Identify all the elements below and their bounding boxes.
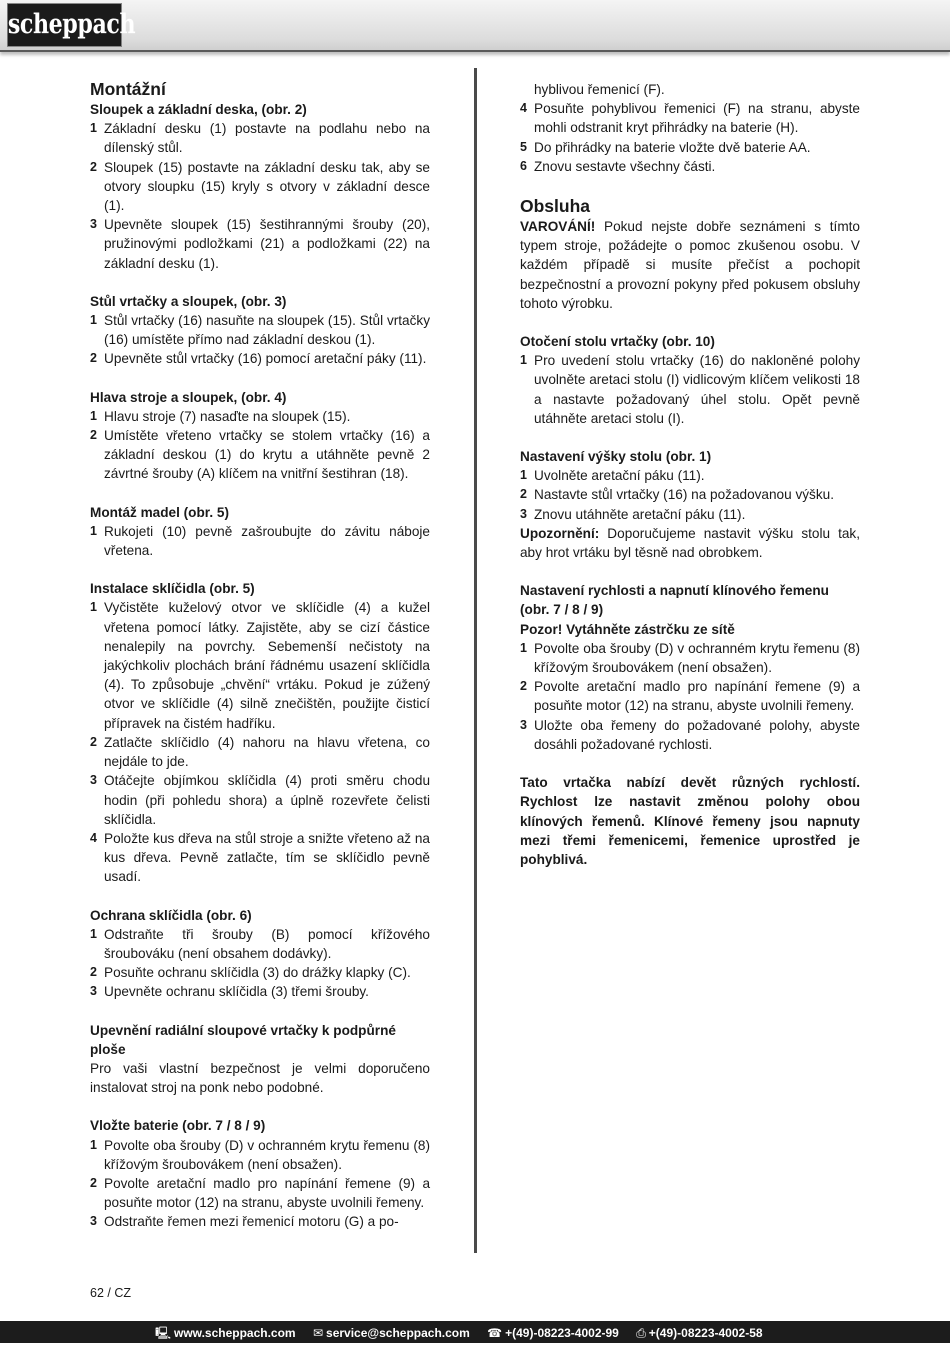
list-item: 1 Povolte oba šrouby (D) v ochranném krytu řemenu (8) křížovým šroubovákem (není obsažen). [90, 1137, 430, 1172]
left-column [90, 78, 430, 1251]
assembly-title: Montážní [90, 79, 166, 99]
section-operation [520, 195, 860, 313]
page-footer [0, 1321, 950, 1343]
section-speed [520, 581, 860, 754]
page-number: 62 / CZ [90, 1286, 131, 1300]
section-chuck-install [90, 579, 430, 886]
section-column-base [90, 100, 430, 273]
list-item: 1 Vyčistěte kuželový otvor ve sklíčidle (4) a kužel vřetena pomocí látky. Zajistěte, aby se cizí částice nenalepily na povrchy. Sebemenší nečistoty na jakýchkoliv plochách brání řádnému usazení sklíčidla (4). To způsobuje „chvění“ vrtáku. Pokud je zúžený otvor ve sklíčidle (4) silně znečištěn, použijte čisticí přípravek na čistém hadříku. [90, 600, 430, 731]
list-item: 1 Odstraňte tři šrouby (B) pomocí křížového šroubováku (není obsahem dodávky). [90, 926, 430, 961]
list-item: 1 Rukojeti (10) pevně zašroubujte do závitu náboje vřetena. [90, 523, 430, 559]
warning-label: VAROVÁNÍ! [520, 219, 596, 235]
section-title: Nastavení rychlosti a napnutí klínového řemenu (obr. 7 / 8 / 9) [520, 583, 829, 618]
fax-icon: ⎙ [636, 1326, 646, 1340]
list-item: 4 Položte kus dřeva na stůl stroje a snižte vřeteno až na kus dřeva. Pevně zatlačte, tím se sklíčidlo pevně usadí. [90, 830, 430, 885]
operation-title: Obsluha [520, 196, 591, 217]
phone-icon: ☎ [487, 1326, 503, 1340]
section-table-height [520, 447, 860, 562]
section-title: Stůl vrtačky a sloupek, (obr. 3) [90, 293, 287, 309]
footer-website[interactable]: 🖳︎ www.scheppach.com [155, 1326, 296, 1340]
column-divider [474, 68, 477, 1253]
list-item: 6 Znovu sestavte všechny části. [520, 158, 716, 174]
note-paragraph: Upozornění: Doporučujeme nastavit výšku stolu tak, aby hrot vrtáku byl těsně nad obrobkem. [520, 525, 860, 561]
list-item: 2 Zatlačte sklíčidlo (4) nahoru na hlavu vřetena, co nejdále to jde. [90, 734, 430, 770]
list-item: 3 Upevněte sloupek (15) šestihrannými šrouby (20), pružinovými podložkami (21) a podložkami (22) na základní desku (1). [90, 217, 430, 271]
list-item: 2 Povolte aretační madlo pro napínání řemene (9) a posuňte motor (12) na stranu, abyste uvolnili řemeny. [90, 1175, 430, 1211]
list-item: 5 Do přihrádky na baterie vložte dvě baterie AA. [520, 139, 811, 155]
list-item: 3 Odstraňte řemen mezi řemenicí motoru (G) a po- [90, 1214, 399, 1230]
page-header [0, 0, 950, 52]
list-item: 1 Pro uvedení stolu vrtačky (16) do nakloněné polohy uvolněte aretaci stolu (I) vidlicovým klíčem velikosti 18 a nastavte požadovaný úhel stolu. Opět pevně utáhněte aretaci stolu (I). [520, 353, 860, 426]
footer-email[interactable]: ✉ service@scheppach.com [312, 1326, 470, 1340]
list-item: 2 Sloupek (15) postavte na základní desku tak, aby se otvory sloupku (15) kryly s otvory v základní desce (1). [90, 159, 430, 214]
section-head-column [90, 388, 430, 484]
section-title: Ochrana sklíčidla (obr. 6) [90, 907, 252, 923]
section-title: Nastavení výšky stolu (obr. 1) [520, 449, 712, 465]
list-item: 3 Uložte oba řemeny do požadované polohy, abyste dosáhli požadované rychlosti. [520, 717, 860, 752]
note-label: Upozornění: [520, 525, 600, 541]
footer-fax: ⎙ +(49)-08223-4002-58 [636, 1326, 763, 1340]
list-item: 3 Znovu utáhněte aretační páku (11). [520, 506, 746, 522]
list-item: 1 Hlavu stroje (7) nasaďte na sloupek (15). [90, 408, 351, 424]
caution-text: Pozor! Vytáhněte zástrčku ze sítě [520, 621, 735, 637]
section-table-column [90, 292, 430, 369]
list-item: 1 Povolte oba šrouby (D) v ochranném krytu řemenu (8) křížovým šroubovákem (není obsažen). [520, 640, 860, 676]
list-item: 2 Posuňte ochranu sklíčidla (3) do drážky klapky (C). [90, 965, 411, 981]
section-mounting [90, 1021, 430, 1098]
list-item: 2 Povolte aretační madlo pro napínání řemene (9) a posuňte motor (12) na stranu, abyste uvolnili řemeny. [520, 679, 860, 714]
section-chuck-guard [90, 906, 430, 1002]
list-item: 2 Nastavte stůl vrtačky (16) na požadovanou výšku. [520, 487, 834, 503]
footer-phone: ☎ +(49)-08223-4002-99 [487, 1326, 619, 1340]
mail-icon: ✉ [312, 1326, 324, 1340]
section-table-rotation [520, 332, 860, 428]
list-item: 3 Otáčejte objímkou sklíčidla (4) proti směru chodu hodin (při pohledu shora) a úplně rozevřete čelisti sklíčidla. [90, 773, 430, 827]
section-title: Sloupek a základní deska, (obr. 2) [90, 102, 307, 117]
section-title: Montáž madel (obr. 5) [90, 504, 229, 520]
list-item: 2 Umístěte vřeteno vrtačky se stolem vrtačky (16) a základní deskou (1) do krytu a utáhněte pevně 2 závrtné šrouby (A) klíčem na vnitřní šestihran (18). [90, 428, 430, 482]
list-item: 4 Posuňte pohyblivou řemenici (F) na stranu, abyste mohli odstranit kryt přihrádky na baterie (H). [520, 101, 860, 136]
scheppach-logo: scheppach [7, 3, 122, 47]
monitor-icon: 🖳︎ [155, 1326, 172, 1340]
list-item: 1 Stůl vrtačky (16) nasuňte na sloupek (15). Stůl vrtačky (16) umístěte přímo nad základní deskou (1). [90, 313, 430, 348]
paragraph: Pro vaši vlastní bezpečnost je velmi doporučeno instalovat stroj na ponk nebo podobné. [90, 1060, 430, 1096]
continuation-text: hyblivou řemenicí (F). [534, 82, 665, 97]
section-title: Hlava stroje a sloupek, (obr. 4) [90, 389, 287, 405]
section-handles [90, 503, 430, 561]
list-item: 1 Základní desku (1) postavte na podlahu nebo na dílenský stůl. [90, 121, 430, 156]
section-title: Instalace sklíčidla (obr. 5) [90, 581, 255, 597]
list-item: 1 Uvolněte aretační páku (11). [520, 468, 705, 484]
speed-info-paragraph: Tato vrtačka nabízí devět různých rychlostí. Rychlost lze nastavit změnou polohy obou klínových řemenů. Klínové řemeny jsou napnuty mezi třemi řemenicemi, řemenice uprostřed je pohyblivá. [520, 775, 860, 867]
list-item: 2 Upevněte stůl vrtačky (16) pomocí aretační páky (11). [90, 351, 427, 367]
list-item: 3 Upevněte ochranu sklíčidla (3) třemi šrouby. [90, 984, 369, 1000]
right-column [520, 80, 860, 869]
warning-paragraph: VAROVÁNÍ! Pokud nejste dobře seznámeni s tímto typem stroje, požádejte o pomoc zkušenou osobu. V každém případě si musíte přečíst a pochopit bezpečnostní a provozní pokyny před pokusem obsluhy tohoto výrobku. [520, 219, 860, 311]
section-title: Upevnění radiální sloupové vrtačky k podpůrné ploše [90, 1022, 396, 1057]
section-title: Vložte baterie (obr. 7 / 8 / 9) [90, 1118, 266, 1134]
section-batteries [90, 1116, 430, 1231]
section-title: Otočení stolu vrtačky (obr. 10) [520, 334, 715, 350]
